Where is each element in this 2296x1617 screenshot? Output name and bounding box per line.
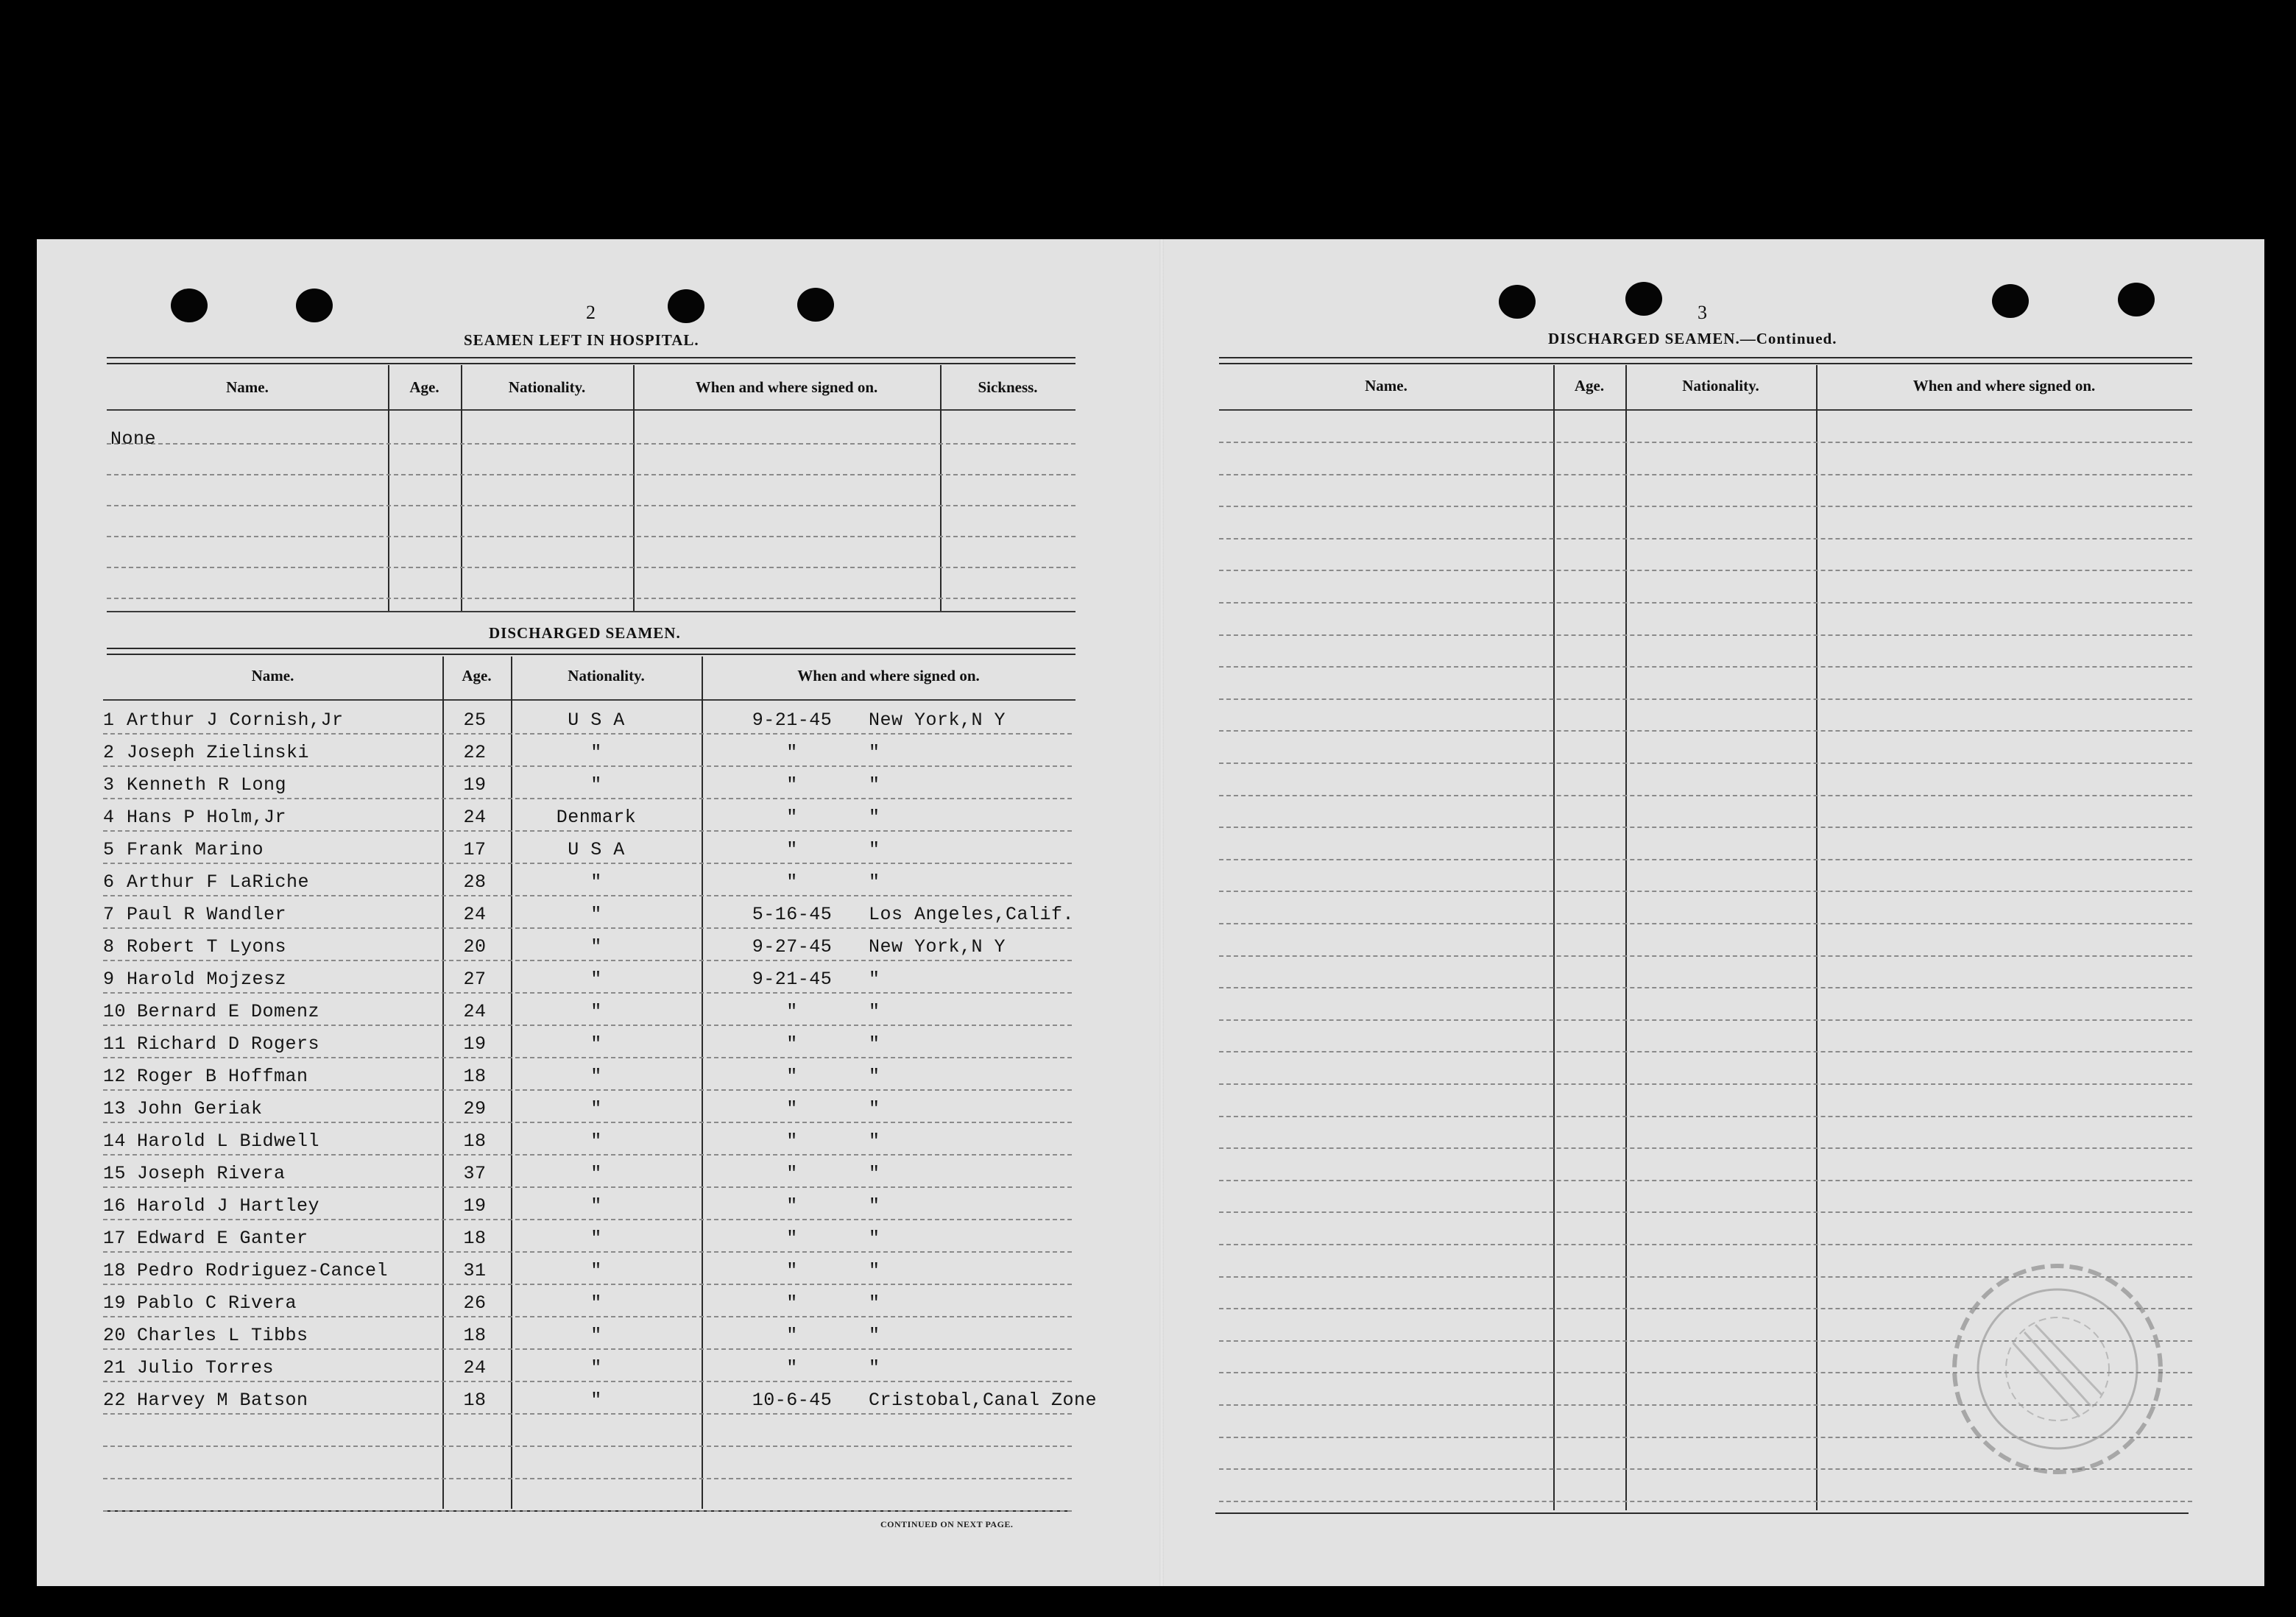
discharged-header-age: Age.	[462, 667, 492, 684]
discharged-num: 8	[103, 936, 115, 958]
discharged-name: Edward E Ganter	[137, 1228, 308, 1249]
discharged-header-name: Name.	[251, 667, 294, 684]
discharged-nat: Denmark	[556, 807, 637, 828]
discharged-nat: "	[590, 1390, 602, 1411]
discharged-nat: "	[590, 1292, 602, 1314]
discharged-nat: U S A	[568, 839, 625, 860]
discharged-num: 21	[103, 1357, 127, 1379]
discharged-date: "	[786, 1131, 798, 1152]
punch-hole	[668, 289, 704, 323]
punch-hole	[797, 288, 834, 322]
customs-stamp	[1943, 1259, 2172, 1479]
discharged-name: Arthur F LaRiche	[127, 871, 310, 893]
discharged-date: 5-16-45	[752, 904, 833, 925]
column-divider	[1816, 365, 1818, 1510]
discharged-place: "	[869, 1131, 880, 1152]
discharged-name: Charles L Tibbs	[137, 1325, 308, 1346]
discharged-date: "	[786, 774, 798, 796]
ruled-line	[1219, 859, 2192, 860]
right-header-signed-on: When and where signed on.	[1912, 377, 2096, 394]
discharged-place: "	[869, 1001, 880, 1022]
discharged-section-title: DISCHARGED SEAMEN.	[489, 624, 681, 642]
discharged-age: 24	[463, 807, 487, 828]
discharged-name: Robert T Lyons	[127, 936, 287, 958]
discharged-nat: "	[590, 1260, 602, 1281]
discharged-age: 19	[463, 1195, 487, 1217]
ruled-line	[1219, 1083, 2192, 1085]
discharged-age: 26	[463, 1292, 487, 1314]
discharged-age: 18	[463, 1066, 487, 1087]
ruled-line	[1219, 1244, 2192, 1245]
discharged-num: 1	[103, 710, 115, 731]
discharged-header-signed-on: When and where signed on.	[797, 667, 980, 684]
ruled-line	[103, 863, 1072, 864]
discharged-nat: "	[590, 1325, 602, 1346]
discharged-nat: "	[590, 1228, 602, 1249]
discharged-age: 18	[463, 1325, 487, 1346]
discharged-nat: "	[590, 904, 602, 925]
ruled-line	[103, 733, 1072, 735]
discharged-place: "	[869, 807, 880, 828]
discharged-age: 24	[463, 904, 487, 925]
discharged-nat: "	[590, 871, 602, 893]
ruled-line	[107, 443, 1075, 445]
page-fold	[1159, 239, 1164, 1586]
rule	[1219, 363, 2192, 364]
discharged-place: "	[869, 969, 880, 990]
discharged-name: Paul R Wandler	[127, 904, 287, 925]
discharged-date: "	[786, 1260, 798, 1281]
ruled-line	[103, 830, 1072, 832]
ruled-line	[1219, 923, 2192, 924]
hospital-header-name: Name.	[226, 378, 269, 396]
discharged-place: "	[869, 1066, 880, 1087]
discharged-name: Roger B Hoffman	[137, 1066, 308, 1087]
ruled-line	[103, 1057, 1072, 1058]
discharged-num: 7	[103, 904, 115, 925]
discharged-place: "	[869, 1325, 880, 1346]
ruled-line	[103, 1251, 1072, 1253]
ruled-line	[1219, 1116, 2192, 1117]
ruled-line	[103, 927, 1072, 929]
discharged-num: 11	[103, 1033, 127, 1055]
hospital-entry-none: None	[110, 428, 157, 450]
rule	[107, 611, 1075, 612]
discharged-place: "	[869, 1033, 880, 1055]
discharged-nat: "	[590, 742, 602, 763]
ruled-line	[1219, 698, 2192, 700]
ruled-line	[103, 1381, 1072, 1382]
ruled-line	[103, 895, 1072, 896]
discharged-nat: "	[590, 1357, 602, 1379]
discharged-num: 14	[103, 1131, 127, 1152]
discharged-nat: "	[590, 774, 602, 796]
discharged-name: Arthur J Cornish,Jr	[127, 710, 344, 731]
discharged-nat: "	[590, 1195, 602, 1217]
discharged-place: "	[869, 1292, 880, 1314]
right-header-nationality: Nationality.	[1682, 377, 1759, 394]
discharged-age: 18	[463, 1131, 487, 1152]
ruled-line	[103, 1219, 1072, 1220]
right-header-age: Age.	[1574, 377, 1605, 394]
hospital-header-nationality: Nationality.	[508, 378, 586, 396]
discharged-num: 10	[103, 1001, 127, 1022]
hospital-header-age: Age.	[409, 378, 439, 396]
ruled-line	[103, 1510, 1072, 1512]
discharged-num: 2	[103, 742, 115, 763]
discharged-name: Richard D Rogers	[137, 1033, 320, 1055]
ruled-line	[1219, 795, 2192, 796]
discharged-age: 27	[463, 969, 487, 990]
discharged-age: 37	[463, 1163, 487, 1184]
discharged-place: New York,N Y	[869, 936, 1006, 958]
discharged-place: "	[869, 839, 880, 860]
discharged-num: 4	[103, 807, 115, 828]
discharged-name: Bernard E Domenz	[137, 1001, 320, 1022]
discharged-nat: "	[590, 936, 602, 958]
ruled-line	[103, 1446, 1072, 1447]
discharged-age: 20	[463, 936, 487, 958]
ruled-line	[1219, 1051, 2192, 1052]
rule	[107, 648, 1075, 649]
discharged-date: "	[786, 742, 798, 763]
punch-hole	[1992, 284, 2029, 318]
discharged-nat: "	[590, 969, 602, 990]
discharged-date: "	[786, 1066, 798, 1087]
ruled-line	[103, 1154, 1072, 1156]
discharged-nat: "	[590, 1131, 602, 1152]
discharged-date: "	[786, 839, 798, 860]
ruled-line	[107, 567, 1075, 568]
discharged-place: New York,N Y	[869, 710, 1006, 731]
discharged-nat: "	[590, 1098, 602, 1119]
discharged-place: "	[869, 742, 880, 763]
ruled-line	[107, 598, 1075, 599]
discharged-age: 25	[463, 710, 487, 731]
discharged-name: Pablo C Rivera	[137, 1292, 297, 1314]
rule	[1215, 1512, 2189, 1514]
ruled-line	[1219, 474, 2192, 475]
discharged-nat: "	[590, 1001, 602, 1022]
discharged-name: Harold Mojzesz	[127, 969, 287, 990]
discharged-age: 18	[463, 1390, 487, 1411]
ruled-line	[1219, 1180, 2192, 1181]
discharged-age: 17	[463, 839, 487, 860]
ruled-line	[1219, 634, 2192, 636]
ruled-line	[103, 1316, 1072, 1317]
discharged-name: Kenneth R Long	[127, 774, 287, 796]
discharged-place: "	[869, 871, 880, 893]
discharged-name: Harold J Hartley	[137, 1195, 320, 1217]
discharged-place: Cristobal,Canal Zone	[869, 1390, 1098, 1411]
hospital-section-title: SEAMEN LEFT IN HOSPITAL.	[464, 331, 699, 349]
ruled-line	[103, 765, 1072, 767]
hospital-header-signed-on: When and where signed on.	[695, 378, 878, 396]
discharged-name: Harold L Bidwell	[137, 1131, 320, 1152]
discharged-date: "	[786, 1325, 798, 1346]
discharged-date: "	[786, 807, 798, 828]
ruled-line	[1219, 891, 2192, 892]
ruled-line	[1219, 570, 2192, 571]
ruled-line	[107, 536, 1075, 537]
ruled-line	[103, 1122, 1072, 1123]
discharged-num: 12	[103, 1066, 127, 1087]
discharged-num: 20	[103, 1325, 127, 1346]
ruled-line	[103, 1089, 1072, 1091]
discharged-age: 19	[463, 774, 487, 796]
column-divider	[633, 365, 635, 611]
ruled-line	[1219, 762, 2192, 764]
punch-hole	[1499, 285, 1536, 319]
discharged-place: "	[869, 1163, 880, 1184]
ruled-line	[1219, 1147, 2192, 1149]
discharged-place: "	[869, 774, 880, 796]
discharged-name: Frank Marino	[127, 839, 264, 860]
page-number-left: 2	[586, 302, 596, 323]
rule	[1219, 357, 2192, 358]
continued-note: CONTINUED ON NEXT PAGE.	[880, 1519, 1014, 1529]
discharged-age: 18	[463, 1228, 487, 1249]
discharged-date: 9-21-45	[752, 969, 833, 990]
ruled-line	[103, 1413, 1072, 1415]
discharged-num: 15	[103, 1163, 127, 1184]
discharged-name: Pedro Rodriguez-Cancel	[137, 1260, 389, 1281]
ruled-line	[103, 1348, 1072, 1350]
discharged-date: "	[786, 1098, 798, 1119]
discharged-age: 29	[463, 1098, 487, 1119]
ruled-line	[107, 505, 1075, 506]
right-section-title: DISCHARGED SEAMEN.—Continued.	[1548, 330, 1837, 347]
punch-hole	[2118, 283, 2155, 316]
discharged-name: Julio Torres	[137, 1357, 275, 1379]
discharged-num: 18	[103, 1260, 127, 1281]
discharged-date: 9-27-45	[752, 936, 833, 958]
ruled-line	[103, 1478, 1072, 1479]
discharged-age: 24	[463, 1357, 487, 1379]
rule	[107, 409, 1075, 411]
discharged-place: Los Angeles,Calif.	[869, 904, 1075, 925]
ruled-line	[107, 474, 1075, 475]
column-divider	[1553, 365, 1555, 1510]
rule	[103, 699, 1075, 701]
ruled-line	[1219, 666, 2192, 668]
ruled-line	[1219, 730, 2192, 732]
punch-hole	[171, 289, 208, 322]
discharged-num: 13	[103, 1098, 127, 1119]
discharged-date: "	[786, 1357, 798, 1379]
ruled-line	[1219, 442, 2192, 443]
discharged-nat: U S A	[568, 710, 625, 731]
ruled-line	[103, 1186, 1072, 1188]
discharged-place: "	[869, 1357, 880, 1379]
discharged-name: John Geriak	[137, 1098, 263, 1119]
column-divider	[1625, 365, 1627, 1510]
discharged-nat: "	[590, 1033, 602, 1055]
discharged-header-nationality: Nationality.	[568, 667, 645, 684]
discharged-name: Hans P Holm,Jr	[127, 807, 287, 828]
discharged-place: "	[869, 1228, 880, 1249]
ruled-line	[1219, 827, 2192, 828]
rule	[1219, 409, 2192, 411]
discharged-date: "	[786, 1195, 798, 1217]
ruled-line	[1219, 955, 2192, 957]
discharged-num: 6	[103, 871, 115, 893]
ruled-line	[103, 1025, 1072, 1026]
ruled-line	[103, 992, 1072, 994]
right-header-name: Name.	[1365, 377, 1407, 394]
discharged-name: Joseph Rivera	[137, 1163, 286, 1184]
discharged-num: 9	[103, 969, 115, 990]
discharged-age: 22	[463, 742, 487, 763]
discharged-date: "	[786, 1292, 798, 1314]
rule	[107, 357, 1075, 358]
page-number-right: 3	[1698, 302, 1707, 323]
discharged-age: 19	[463, 1033, 487, 1055]
punch-hole	[296, 289, 333, 322]
discharged-date: "	[786, 1001, 798, 1022]
ruled-line	[103, 960, 1072, 961]
discharged-name: Joseph Zielinski	[127, 742, 310, 763]
column-divider	[940, 365, 942, 611]
ruled-line	[1219, 1019, 2192, 1021]
ruled-line	[103, 798, 1072, 799]
rule	[107, 363, 1075, 364]
ruled-line	[1219, 1501, 2192, 1502]
discharged-num: 5	[103, 839, 115, 860]
discharged-place: "	[869, 1260, 880, 1281]
discharged-place: "	[869, 1195, 880, 1217]
hospital-header-sickness: Sickness.	[978, 378, 1038, 396]
ruled-line	[1219, 538, 2192, 539]
ruled-line	[103, 1284, 1072, 1285]
column-divider	[388, 365, 389, 611]
discharged-nat: "	[590, 1066, 602, 1087]
discharged-nat: "	[590, 1163, 602, 1184]
rule	[107, 654, 1075, 655]
ruled-line	[1219, 1211, 2192, 1213]
ruled-line	[1219, 506, 2192, 507]
discharged-date: "	[786, 1033, 798, 1055]
column-divider	[461, 365, 462, 611]
discharged-num: 3	[103, 774, 115, 796]
discharged-date: 10-6-45	[752, 1390, 833, 1411]
discharged-date: "	[786, 1228, 798, 1249]
discharged-age: 31	[463, 1260, 487, 1281]
discharged-date: "	[786, 871, 798, 893]
discharged-num: 16	[103, 1195, 127, 1217]
discharged-date: "	[786, 1163, 798, 1184]
discharged-age: 24	[463, 1001, 487, 1022]
discharged-place: "	[869, 1098, 880, 1119]
discharged-date: 9-21-45	[752, 710, 833, 731]
punch-hole	[1625, 282, 1662, 316]
discharged-age: 28	[463, 871, 487, 893]
discharged-num: 22	[103, 1390, 127, 1411]
discharged-num: 17	[103, 1228, 127, 1249]
discharged-num: 19	[103, 1292, 127, 1314]
ruled-line	[1219, 602, 2192, 604]
ruled-line	[1219, 987, 2192, 988]
discharged-name: Harvey M Batson	[137, 1390, 308, 1411]
